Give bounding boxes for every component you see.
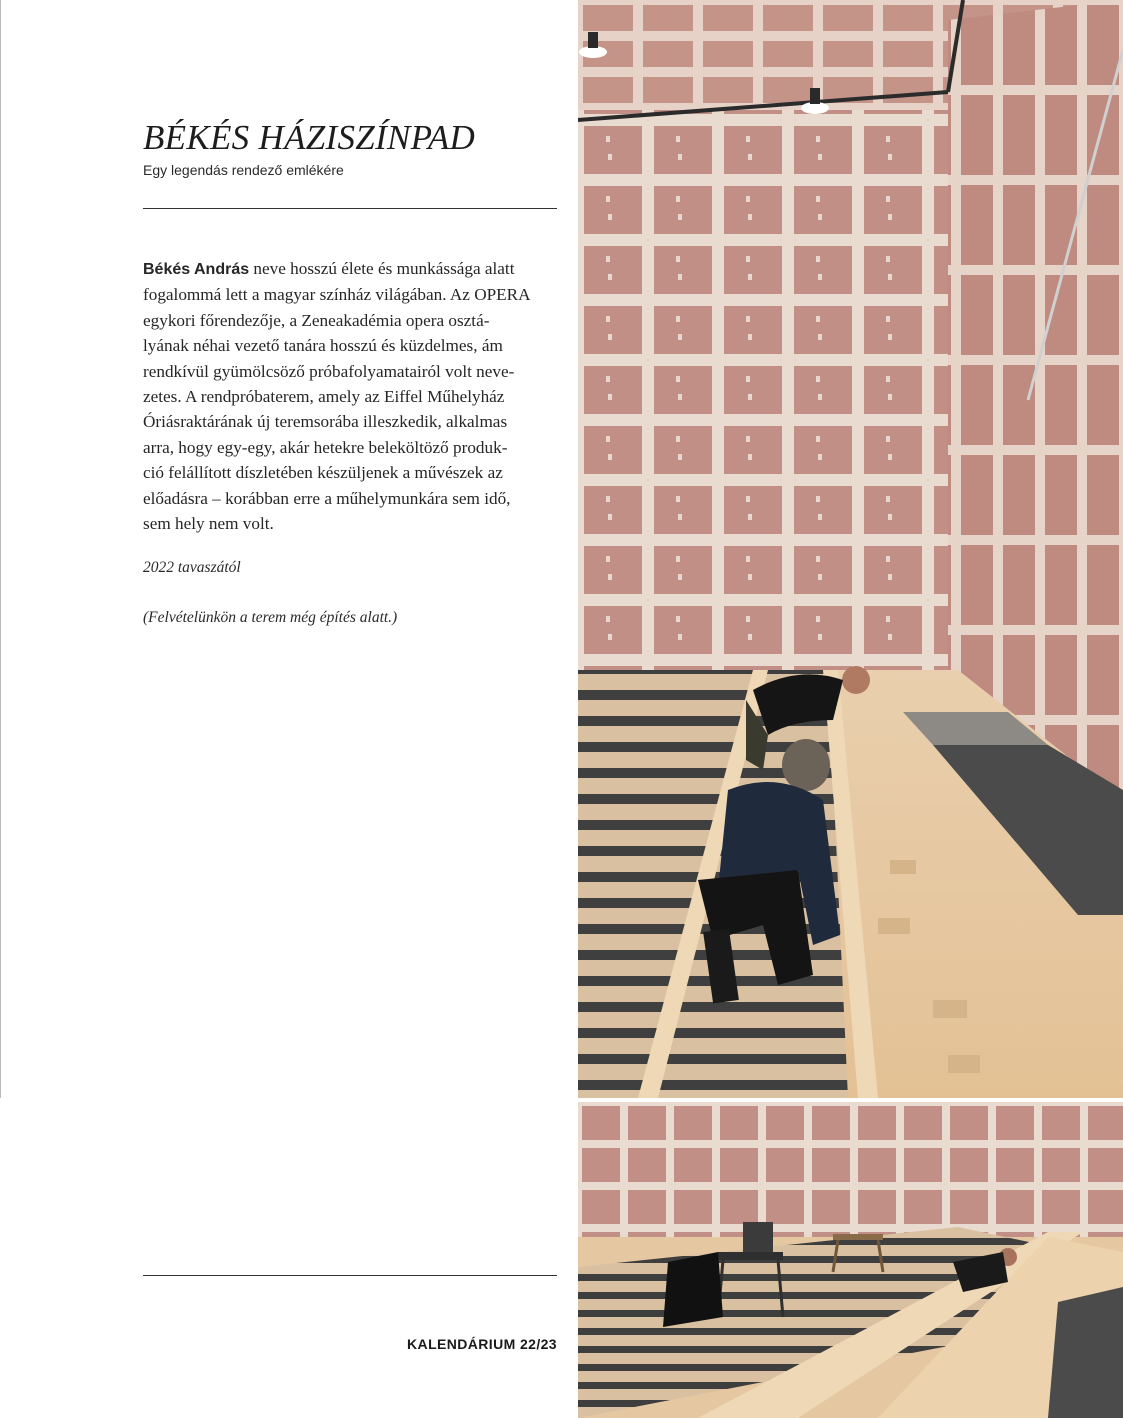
body-line-11: sem hely nem volt. [143, 514, 274, 534]
photo-caption: (Felvételünkön a terem még építés alatt.) [143, 609, 398, 626]
date-note: 2022 tavaszától [143, 559, 241, 576]
top-divider [143, 208, 557, 209]
body-lead-name: Békés András [143, 261, 250, 278]
body-line-5: rendkívül gyümölcsöző próbafolyamatairól volt neve- [143, 361, 515, 381]
article-title: BÉKÉS HÁZISZÍNPAD [143, 118, 476, 157]
construction-photo-secondary [578, 1102, 1123, 1418]
body-line-4: lyának néhai vezető tanára hosszú és küzdelmes, ám [143, 336, 503, 356]
body-line-9: ció felállított díszletében készüljenek a művészek az [143, 463, 503, 483]
article-body [143, 256, 553, 536]
body-line-3: egykori főrendezője, a Zeneakadémia opera osztá- [143, 310, 490, 330]
page-edge-line [0, 0, 1, 1098]
construction-photo-icon [578, 0, 1123, 1098]
bottom-divider [143, 1275, 557, 1276]
publication-footer: KALENDÁRIUM 22/23 [407, 1336, 557, 1352]
body-line-6: zetes. A rendpróbaterem, amely az Eiffel Műhelyház [143, 387, 505, 407]
body-line-1 [143, 256, 553, 282]
construction-photo-icon [578, 1102, 1123, 1418]
article-column [143, 0, 557, 1418]
body-line-2: fogalommá lett a magyar színház világában. Az OPERA [143, 285, 531, 305]
body-line-8: arra, hogy egy-egy, akár hetekre beleköltöző produk- [143, 437, 508, 457]
article-subtitle: Egy legendás rendező emlékére [143, 162, 344, 178]
body-line-7: Óriásraktárának új teremsorába illeszkedik, alkalmas [143, 412, 508, 432]
construction-photo-main [578, 0, 1123, 1098]
body-line-text: neve hosszú élete és munkássága alatt [249, 259, 515, 278]
body-line-10: előadásra – korábban erre a műhelymunkára sem idő, [143, 488, 511, 508]
